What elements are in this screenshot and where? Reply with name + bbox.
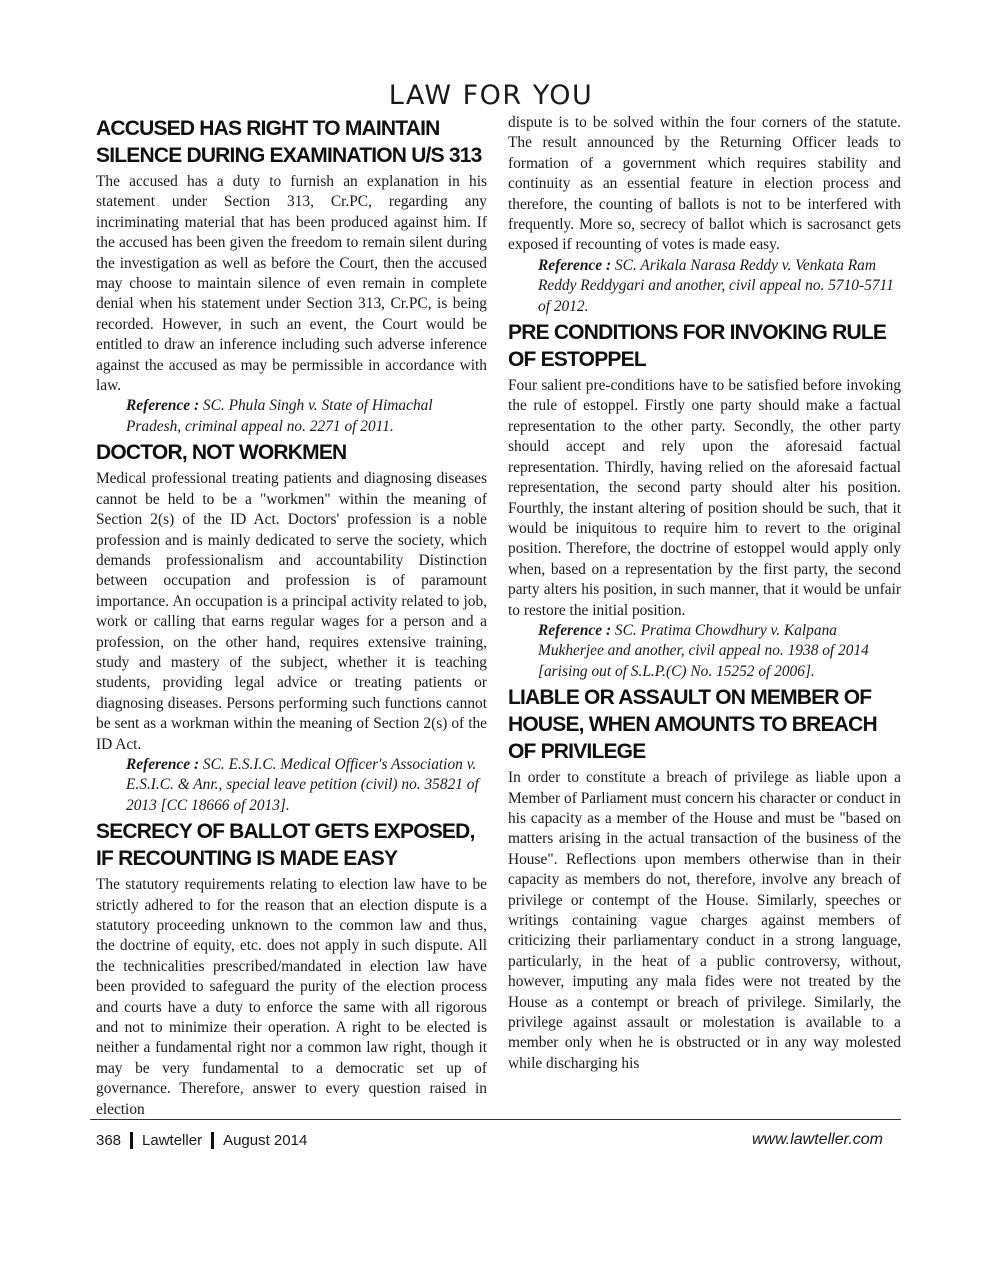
article-heading: PRE CONDITIONS FOR INVOKING RULE OF ESTOPPEL (508, 321, 887, 372)
article-reference (96, 755, 487, 816)
article-reference (96, 396, 487, 437)
article-reference (508, 621, 901, 682)
article-body: The accused has a duty to furnish an explanation in his statement under Section 313, Cr.PC, regarding any incriminating material that has been produced against him. If the accused has been given the freedom to remain silent during the investigation as well as before the Court, then the accused may choose to maintain silence of even remain in complete denial when his statement under Section 313, Cr.PC, is being recorded. However, in such an event, the Court would be entitled to draw an inference including such adverse inference against the accused as may be permissible in accordance with law. (96, 173, 487, 395)
reference-text: SC. Phula Singh v. State of Himachal Pradesh, criminal appeal no. 2271 of 2011. (126, 397, 433, 435)
reference-label: Reference : (126, 397, 200, 415)
article-body: In order to constitute a breach of privilege as liable upon a Member of Parliament must concern his character or conduct in his capacity as a member of the House and must be "based on matters arising in the actual transaction of the business of the House". Reflections upon members otherwise than in their capacity as members do not, therefore, involve any breach of privilege or contempt of the House. Similarly, speeches or writings containing vague charges against members of criticizing their parliamentary conduct in a strong language, particularly, in the heat of a public controversy, without, however, imputing any mala fides were not treated by the House as a contempt or breach of privilege. Similarly, the privilege against assault or molestation is available to a member only when he is obstructed or in any way molested while discharging his (508, 769, 901, 1072)
reference-text: SC. Pratima Chowdhury v. Kalpana Mukherjee and another, civil appeal no. 1938 of 2014 [arising out of S.L.P.(C) No. 15252 of 2006]. (538, 621, 869, 680)
footer-divider (90, 1119, 901, 1120)
footer-separator (211, 1132, 214, 1149)
article-body: The statutory requirements relating to election law have to be strictly adhered to for the reason that an election dispute is a statutory proceeding unknown to the common law and thus, the doctrine of equity, etc. does not apply in such dispute. All the technicalities prescribed/mandated in election law have been provided to safeguard the purity of the election process and courts have a duty to enforce the same with all rigorous and not to minimize their operation. A right to be elected is neither a fundamental right nor a common law right, though it may be very fundamental to a democratic set up of governance. Therefore, answer to every question raised in election (96, 876, 487, 1118)
reference-label: Reference : (538, 256, 612, 274)
article-ballot-continued (508, 113, 901, 317)
article-privilege (508, 684, 901, 1074)
article-reference (508, 256, 901, 317)
right-column (508, 113, 901, 1074)
article-estoppel (508, 319, 901, 682)
reference-label: Reference : (538, 621, 612, 639)
article-body-continued: dispute is to be solved within the four corners of the statute. The result announced by the Returning Officer leads to formation of a government which requires stability and continuity as an essential feature in election process and therefore, the counting of ballots is not to be interfered with frequently. More so, secrecy of ballot which is sacrosanct gets exposed if recounting of votes is made easy. (508, 114, 901, 254)
page-footer (96, 1131, 883, 1149)
issue-date: August 2014 (223, 1131, 308, 1149)
page-title: LAW FOR YOU (388, 80, 594, 111)
publication-name: Lawteller (142, 1131, 203, 1149)
footer-separator (130, 1132, 133, 1149)
reference-label: Reference : (126, 755, 200, 773)
article-body: Four salient pre-conditions have to be satisfied before invoking the rule of estoppel. Firstly one party should make a factual representation to the other party. Secondly, the other party should accept and rely upon the aforesaid factual representation. Thirdly, having relied on the aforesaid factual representation, the second party should alter his position. Fourthly, the instant altering of position should be such, that it would be iniquitous to require him to revert to the original position. Therefore, the doctrine of estoppel would apply only when, based on a representation by the first party, the second party alters his position, in such manner, that it would be unfair to restore the initial position. (508, 377, 901, 619)
article-body: Medical professional treating patients and diagnosing diseases cannot be held to be a "workmen" within the meaning of Section 2(s) of the ID Act. Doctors' profession is a noble profession and is mainly dedicated to serve the society, which demands professionalism and accountability Distinction between occupation and profession is of paramount importance. An occupation is a principal activity related to job, work or calling that earns regular wages for a person and a profession, on the other hand, requires extensive training, study and mastery of the subject, whether it is teaching students, providing legal advice or treating patients or diagnosing diseases. Persons performing such functions cannot be sent as a workman within the meaning of Section 2(s) of the ID Act. (96, 470, 487, 753)
article-heading: ACCUSED HAS RIGHT TO MAINTAIN SILENCE DURING EXAMINATION U/S 313 (96, 117, 482, 167)
article-heading: LIABLE OR ASSAULT ON MEMBER OF HOUSE, WHEN AMOUNTS TO BREACH OF PRIVILEGE (508, 686, 877, 764)
article-doctor (96, 439, 487, 816)
article-ballot (96, 818, 487, 1120)
article-silence (96, 115, 487, 437)
article-heading: DOCTOR, NOT WORKMEN (96, 441, 347, 465)
page-number: 368 (96, 1131, 122, 1149)
left-column (96, 113, 487, 1120)
reference-text: SC. E.S.I.C. Medical Officer's Association v. E.S.I.C. & Anr., special leave petition (civil) no. 35821 of 2013 [CC 18666 of 2013]. (126, 755, 479, 814)
article-heading: SECRECY OF BALLOT GETS EXPOSED, IF RECOUNTING IS MADE EASY (96, 820, 475, 871)
reference-text: SC. Arikala Narasa Reddy v. Venkata Ram Reddy Reddygari and another, civil appeal no. 5710-5711 of 2012. (538, 256, 894, 315)
website-link[interactable]: www.lawteller.com (752, 1131, 883, 1148)
